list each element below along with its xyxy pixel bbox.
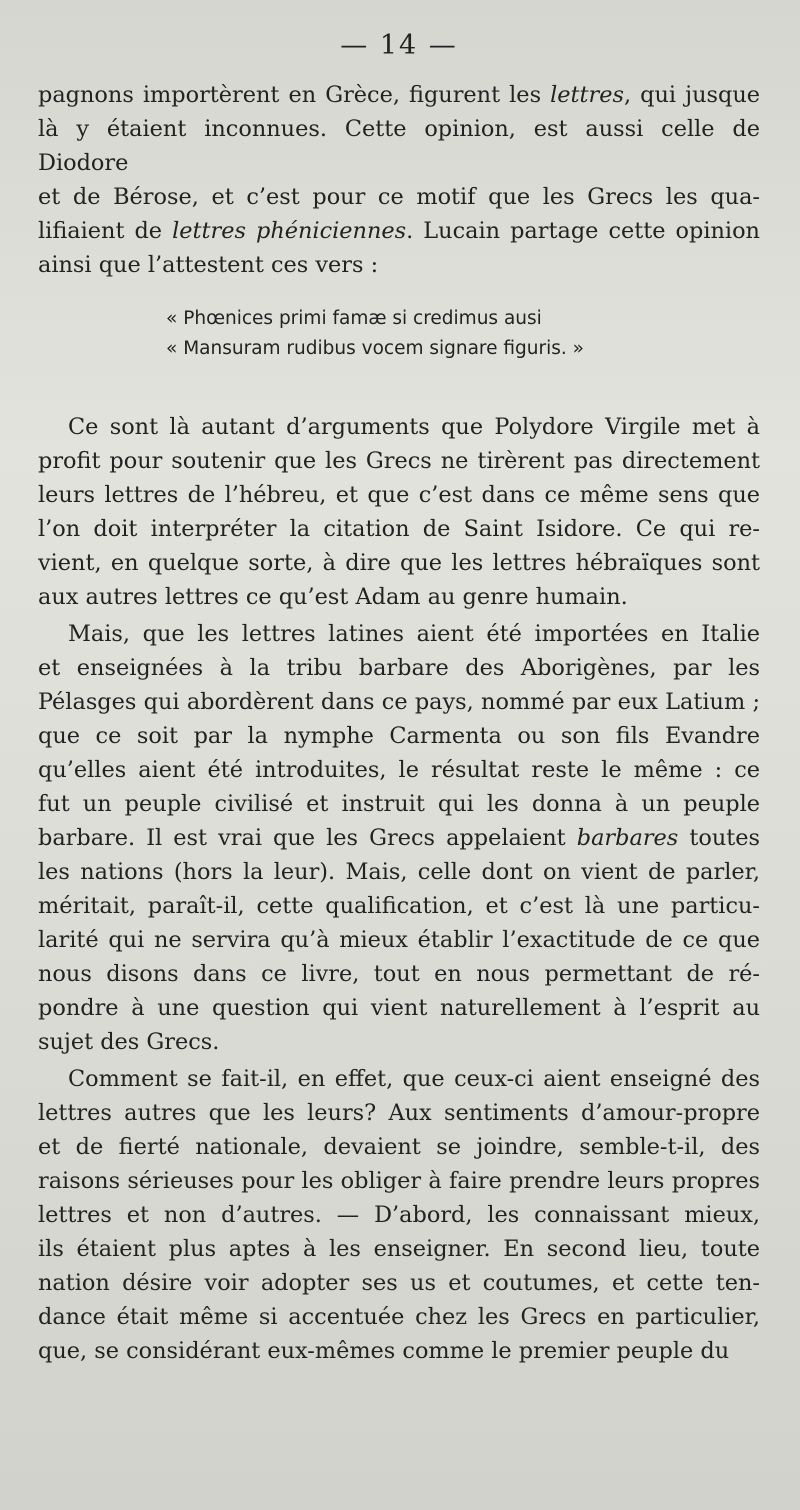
text-run: pondre à une question qui vient naturellement à l’esprit au <box>38 995 760 1021</box>
text-run: Mais, que les lettres latines aient été importées en Italie <box>68 621 760 647</box>
text-line <box>38 1096 760 1130</box>
text-run: ainsi que l’attestent ces vers : <box>38 252 379 278</box>
text-line <box>38 1025 760 1059</box>
text-line <box>38 1062 760 1096</box>
text-line <box>38 1232 760 1266</box>
page-number: — 14 — <box>340 30 458 61</box>
text-line <box>38 957 760 991</box>
text-run: larité qui ne servira qu’à mieux établir l’exactitude de ce que <box>38 927 760 953</box>
text-line <box>38 546 760 580</box>
text-run: aux autres lettres ce qu’est Adam au genre humain. <box>38 584 628 610</box>
text-run: que, se considérant eux-mêmes comme le premier peuple du <box>38 1338 730 1364</box>
text-run: et de Bérose, et c’est pour ce motif que les Grecs les qua- <box>38 184 760 210</box>
paragraph-intro <box>38 78 760 282</box>
text-run: que ce soit par la nymphe Carmenta ou son fils Evandre <box>38 723 760 749</box>
text-line <box>38 444 760 478</box>
text-line <box>38 685 760 719</box>
text-line <box>38 719 760 753</box>
text-line <box>38 180 760 214</box>
text-run: Pélasges qui abordèrent dans ce pays, nommé par eux Latium ; <box>38 689 760 715</box>
text-line <box>38 991 760 1025</box>
text-run: Comment se fait-il, en effet, que ceux-ci aient enseigné des <box>68 1066 760 1092</box>
text-run: nous disons dans ce livre, tout en nous permettant de ré- <box>38 961 760 987</box>
text-line <box>38 617 760 651</box>
text-line <box>38 1164 760 1198</box>
text-run: et enseignées à la tribu barbare des Aborigènes, par les <box>38 655 760 681</box>
text-run: les nations (hors la leur). Mais, celle dont on vient de parler, <box>38 859 760 885</box>
text-run: profit pour soutenir que les Grecs ne tirèrent pas directement <box>38 448 760 474</box>
text-run: sujet des Grecs. <box>38 1029 220 1055</box>
text-run: là y étaient inconnues. Cette opinion, est aussi celle de Diodore <box>38 116 760 176</box>
text-line <box>38 112 760 180</box>
text-run: pagnons importèrent en Grèce, figurent les <box>38 82 551 108</box>
italic-run: lettres <box>550 82 624 108</box>
text-run: fut un peuple civilisé et instruit qui les donna à un peuple <box>38 791 760 817</box>
text-line <box>38 1334 760 1368</box>
text-line <box>38 248 760 282</box>
text-line <box>38 855 760 889</box>
text-run: nation désire voir adopter ses us et coutumes, et cette ten- <box>38 1270 760 1296</box>
verse-line-2: « Mansuram rudibus vocem signare figuris. » <box>166 338 584 359</box>
text-line <box>38 1198 760 1232</box>
text-run: , qui jusque <box>623 82 760 108</box>
text-line <box>38 410 760 444</box>
text-run: qu’elles aient été introduites, le résultat reste le même : ce <box>38 757 760 783</box>
text-line <box>38 580 760 614</box>
text-line <box>38 478 760 512</box>
italic-run: barbares <box>576 825 679 851</box>
text-line <box>38 821 760 855</box>
text-run: dance était même si accentuée chez les Grecs en particulier, <box>38 1304 760 1330</box>
text-run: barbare. Il est vrai que les Grecs appelaient <box>38 825 577 851</box>
text-line <box>38 214 760 248</box>
text-run: . Lucain partage cette opinion <box>406 218 760 244</box>
text-line <box>38 1130 760 1164</box>
italic-run: lettres phéniciennes <box>172 218 407 244</box>
text-line <box>38 512 760 546</box>
text-line <box>38 889 760 923</box>
text-run: méritait, paraît-il, cette qualification, et c’est là une particu- <box>38 893 760 919</box>
text-run: lifiaient de <box>38 218 173 244</box>
text-run: l’on doit interpréter la citation de Saint Isidore. Ce qui re- <box>38 516 760 542</box>
paragraph-polydore <box>38 410 760 614</box>
verse-line-1: « Phœnices primi famæ si credimus ausi <box>166 308 542 329</box>
text-run: lettres et non d’autres. — D’abord, les connaissant mieux, <box>38 1202 760 1228</box>
text-run: toutes <box>678 825 760 851</box>
text-run: ils étaient plus aptes à les enseigner. En second lieu, toute <box>38 1236 760 1262</box>
text-run: lettres autres que les leurs? Aux sentiments d’amour-propre <box>38 1100 760 1126</box>
text-run: leurs lettres de l’hébreu, et que c’est dans ce même sens que <box>38 482 760 508</box>
text-line <box>38 78 760 112</box>
text-run: et de fierté nationale, devaient se joindre, semble-t-il, des <box>38 1134 760 1160</box>
paragraph-greeks-question <box>38 1062 760 1368</box>
text-line <box>38 1266 760 1300</box>
text-run: vient, en quelque sorte, à dire que les lettres hébraïques sont <box>38 550 760 576</box>
text-line <box>38 787 760 821</box>
paragraph-latin-letters <box>38 617 760 1059</box>
text-line <box>38 1300 760 1334</box>
text-line <box>38 753 760 787</box>
text-line <box>38 651 760 685</box>
text-run: raisons sérieuses pour les obliger à faire prendre leurs propres <box>38 1168 760 1194</box>
latin-verse-quote <box>166 304 760 364</box>
text-run: Ce sont là autant d’arguments que Polydore Virgile met à <box>68 414 760 440</box>
text-line <box>38 923 760 957</box>
